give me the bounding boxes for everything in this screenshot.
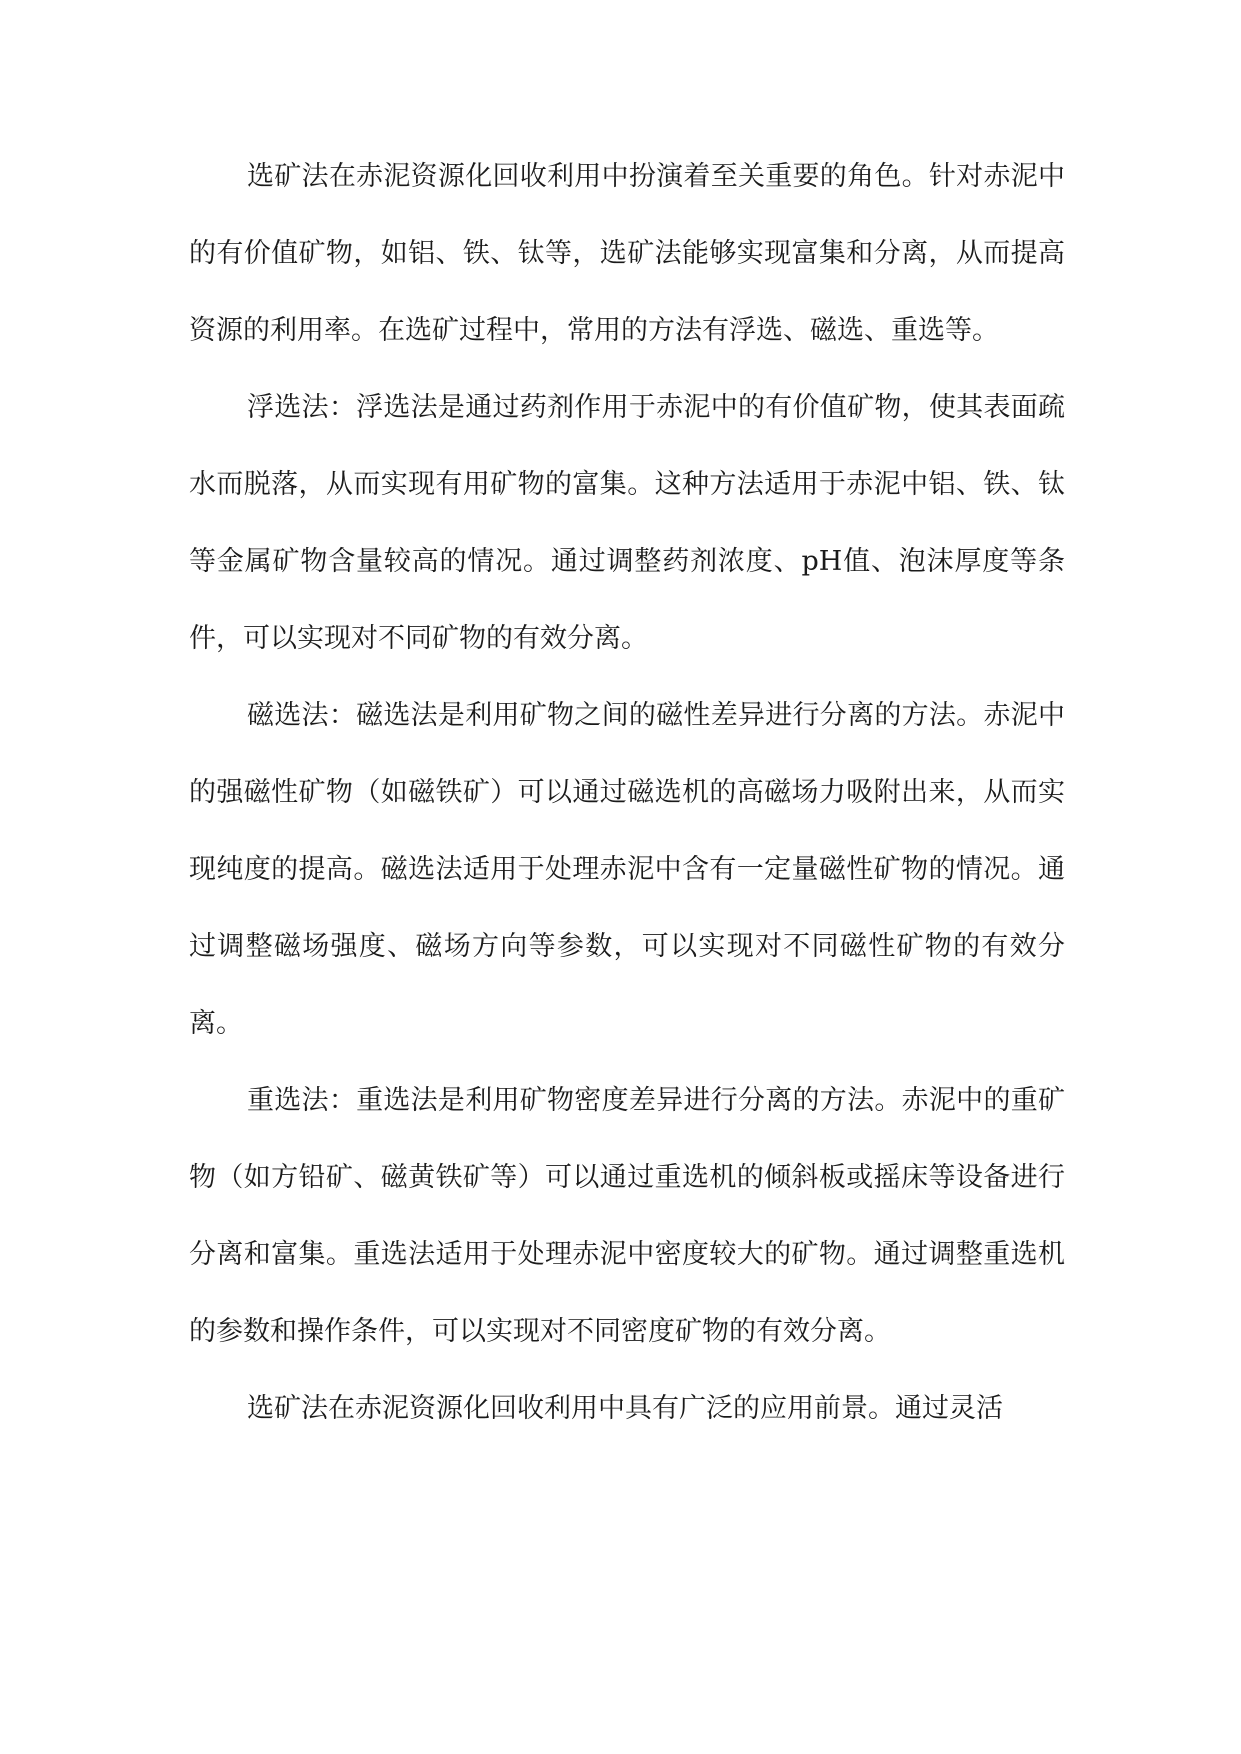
paragraph-intro: 选矿法在赤泥资源化回收利用中扮演着至关重要的角色。针对赤泥中的有价值矿物，如铝、铁、钛等，选矿法能够实现富集和分离，从而提高资源的利用率。在选矿过程中，常用的方法有浮选、磁选、重选等。 (189, 161, 1065, 346)
paragraph-flotation: 浮选法：浮选法是通过药剂作用于赤泥中的有价值矿物，使其表面疏水而脱落，从而实现有用矿物的富集。这种方法适用于赤泥中铝、铁、钛等金属矿物含量较高的情况。通过调整药剂浓度、pH值、泡沫厚度等条件，可以实现对不同矿物的有效分离。 (189, 392, 1065, 654)
document-body (189, 138, 1065, 1447)
paragraph-gravity-separation: 重选法：重选法是利用矿物密度差异进行分离的方法。赤泥中的重矿物（如方铅矿、磁黄铁矿等）可以通过重选机的倾斜板或摇床等设备进行分离和富集。重选法适用于处理赤泥中密度较大的矿物。通过调整重选机的参数和操作条件，可以实现对不同密度矿物的有效分离。 (189, 1085, 1065, 1347)
paragraph-magnetic-separation: 磁选法：磁选法是利用矿物之间的磁性差异进行分离的方法。赤泥中的强磁性矿物（如磁铁矿）可以通过磁选机的高磁场力吸附出来，从而实现纯度的提高。磁选法适用于处理赤泥中含有一定量磁性矿物的情况。通过调整磁场强度、磁场方向等参数，可以实现对不同磁性矿物的有效分离。 (189, 700, 1065, 1039)
paragraph-outlook: 选矿法在赤泥资源化回收利用中具有广泛的应用前景。通过灵活 (247, 1393, 1003, 1424)
